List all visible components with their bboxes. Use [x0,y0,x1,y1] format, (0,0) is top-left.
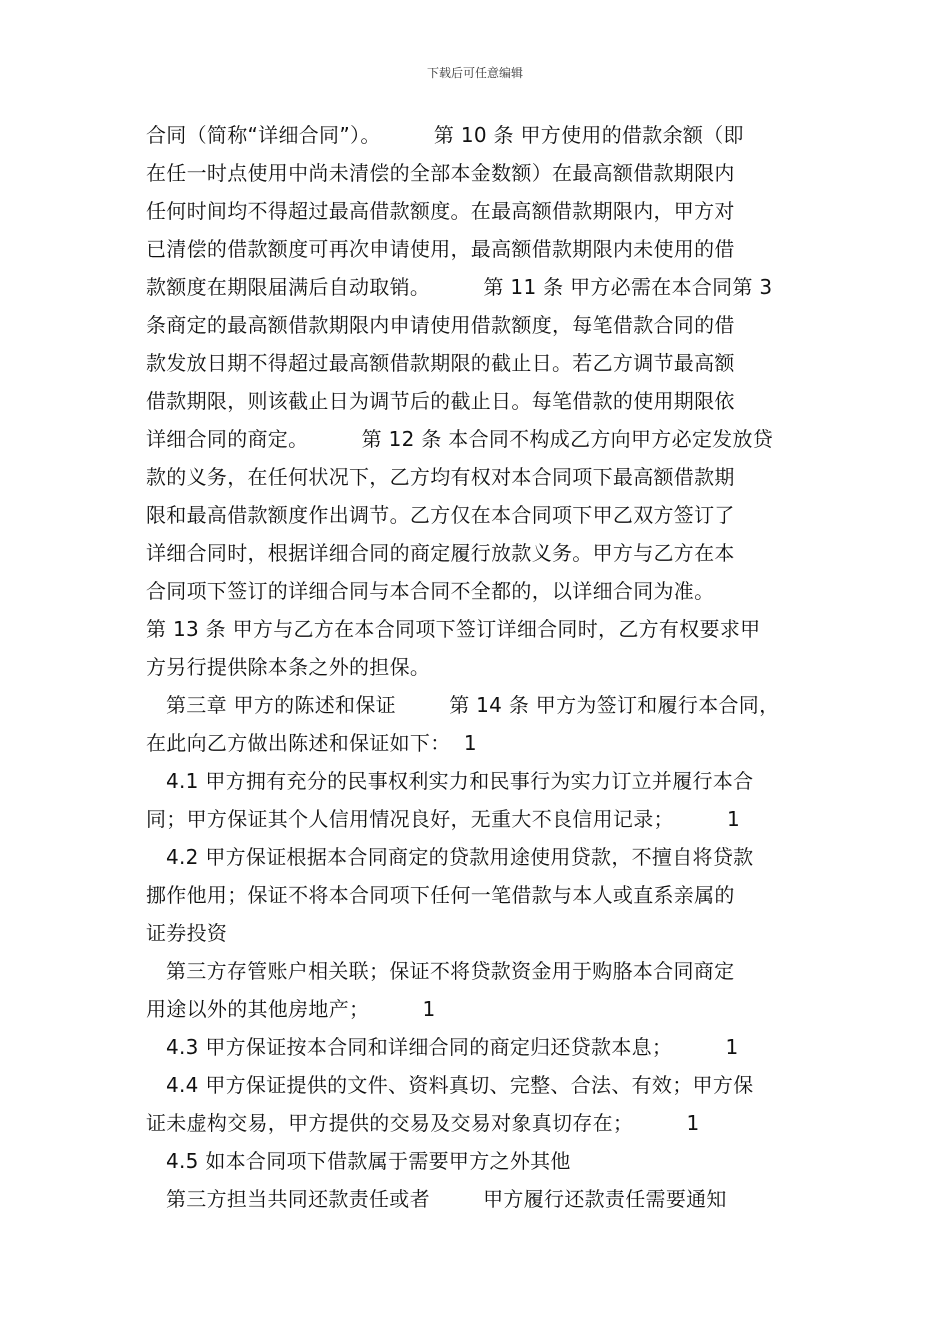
page-header: 下载后可任意编辑 [426,66,523,80]
clause-line: 4.3 甲方保证按本合同和详细合同的商定归还贷款本息； 1 [146,1035,739,1059]
body-line: 合同项下签订的详细合同与本合同不全都的，以详细合同为准。 [146,579,715,603]
body-line: 同；甲方保证其个人信用情况良好，无重大不良信用记录； 1 [146,807,741,831]
body-line: 合同（简称“详细合同”）。 第 10 条 甲方使用的借款余额（即 [146,123,744,147]
clause-line: 4.4 甲方保证提供的文件、资料真切、完整、合法、有效；甲方保 [146,1073,754,1097]
body-line: 证券投资 [146,921,228,945]
body-line: 款发放日期不得超过最高额借款期限的截止日。若乙方调节最高额 [146,351,735,375]
clause-line: 4.1 甲方拥有充分的民事权利实力和民事行为实力订立并履行本合 [146,769,754,793]
document-body [146,116,816,1218]
body-line: 证未虚构交易，甲方提供的交易及交易对象真切存在； 1 [146,1111,700,1135]
chapter-heading-line: 第三章 甲方的陈述和保证 第 14 条 甲方为签订和履行本合同， [146,693,780,717]
body-line: 详细合同时，根据详细合同的商定履行放款义务。甲方与乙方在本 [146,541,735,565]
body-line: 详细合同的商定。 第 12 条 本合同不构成乙方向甲方必定发放贷 [146,427,774,451]
body-line: 用途以外的其他房地产； 1 [146,997,436,1021]
body-line: 方另行提供除本条之外的担保。 [146,655,431,679]
body-line: 在此向乙方做出陈述和保证如下： 1 [146,731,477,755]
clause-line: 4.2 甲方保证根据本合同商定的贷款用途使用贷款，不擅自将贷款 [146,845,754,869]
body-line: 在任一时点使用中尚未清偿的全部本金数额）在最高额借款期限内 [146,161,735,185]
body-line: 限和最高借款额度作出调节。乙方仅在本合同项下甲乙双方签订了 [146,503,735,527]
body-line: 款额度在期限届满后自动取销。 第 11 条 甲方必需在本合同第 3 [146,275,773,299]
clause-line: 4.5 如本合同项下借款属于需要甲方之外其他 [146,1149,571,1173]
body-line: 条商定的最高额借款期限内申请使用借款额度，每笔借款合同的借 [146,313,735,337]
body-line: 款的义务，在任何状况下，乙方均有权对本合同项下最高额借款期 [146,465,735,489]
body-line: 挪作他用；保证不将本合同项下任何一笔借款与本人或直系亲属的 [146,883,735,907]
body-line: 已清偿的借款额度可再次申请使用，最高额借款期限内未使用的借 [146,237,735,261]
body-line: 任何时间均不得超过最高借款额度。在最高额借款期限内，甲方对 [146,199,735,223]
body-line: 借款期限，则该截止日为调节后的截止日。每笔借款的使用期限依 [146,389,735,413]
body-line: 第 13 条 甲方与乙方在本合同项下签订详细合同时，乙方有权要求甲 [146,617,761,641]
body-line: 第三方担当共同还款责任或者 甲方履行还款责任需要通知 [146,1187,727,1211]
body-line: 第三方存管账户相关联；保证不将贷款资金用于购胳本合同商定 [146,959,735,983]
